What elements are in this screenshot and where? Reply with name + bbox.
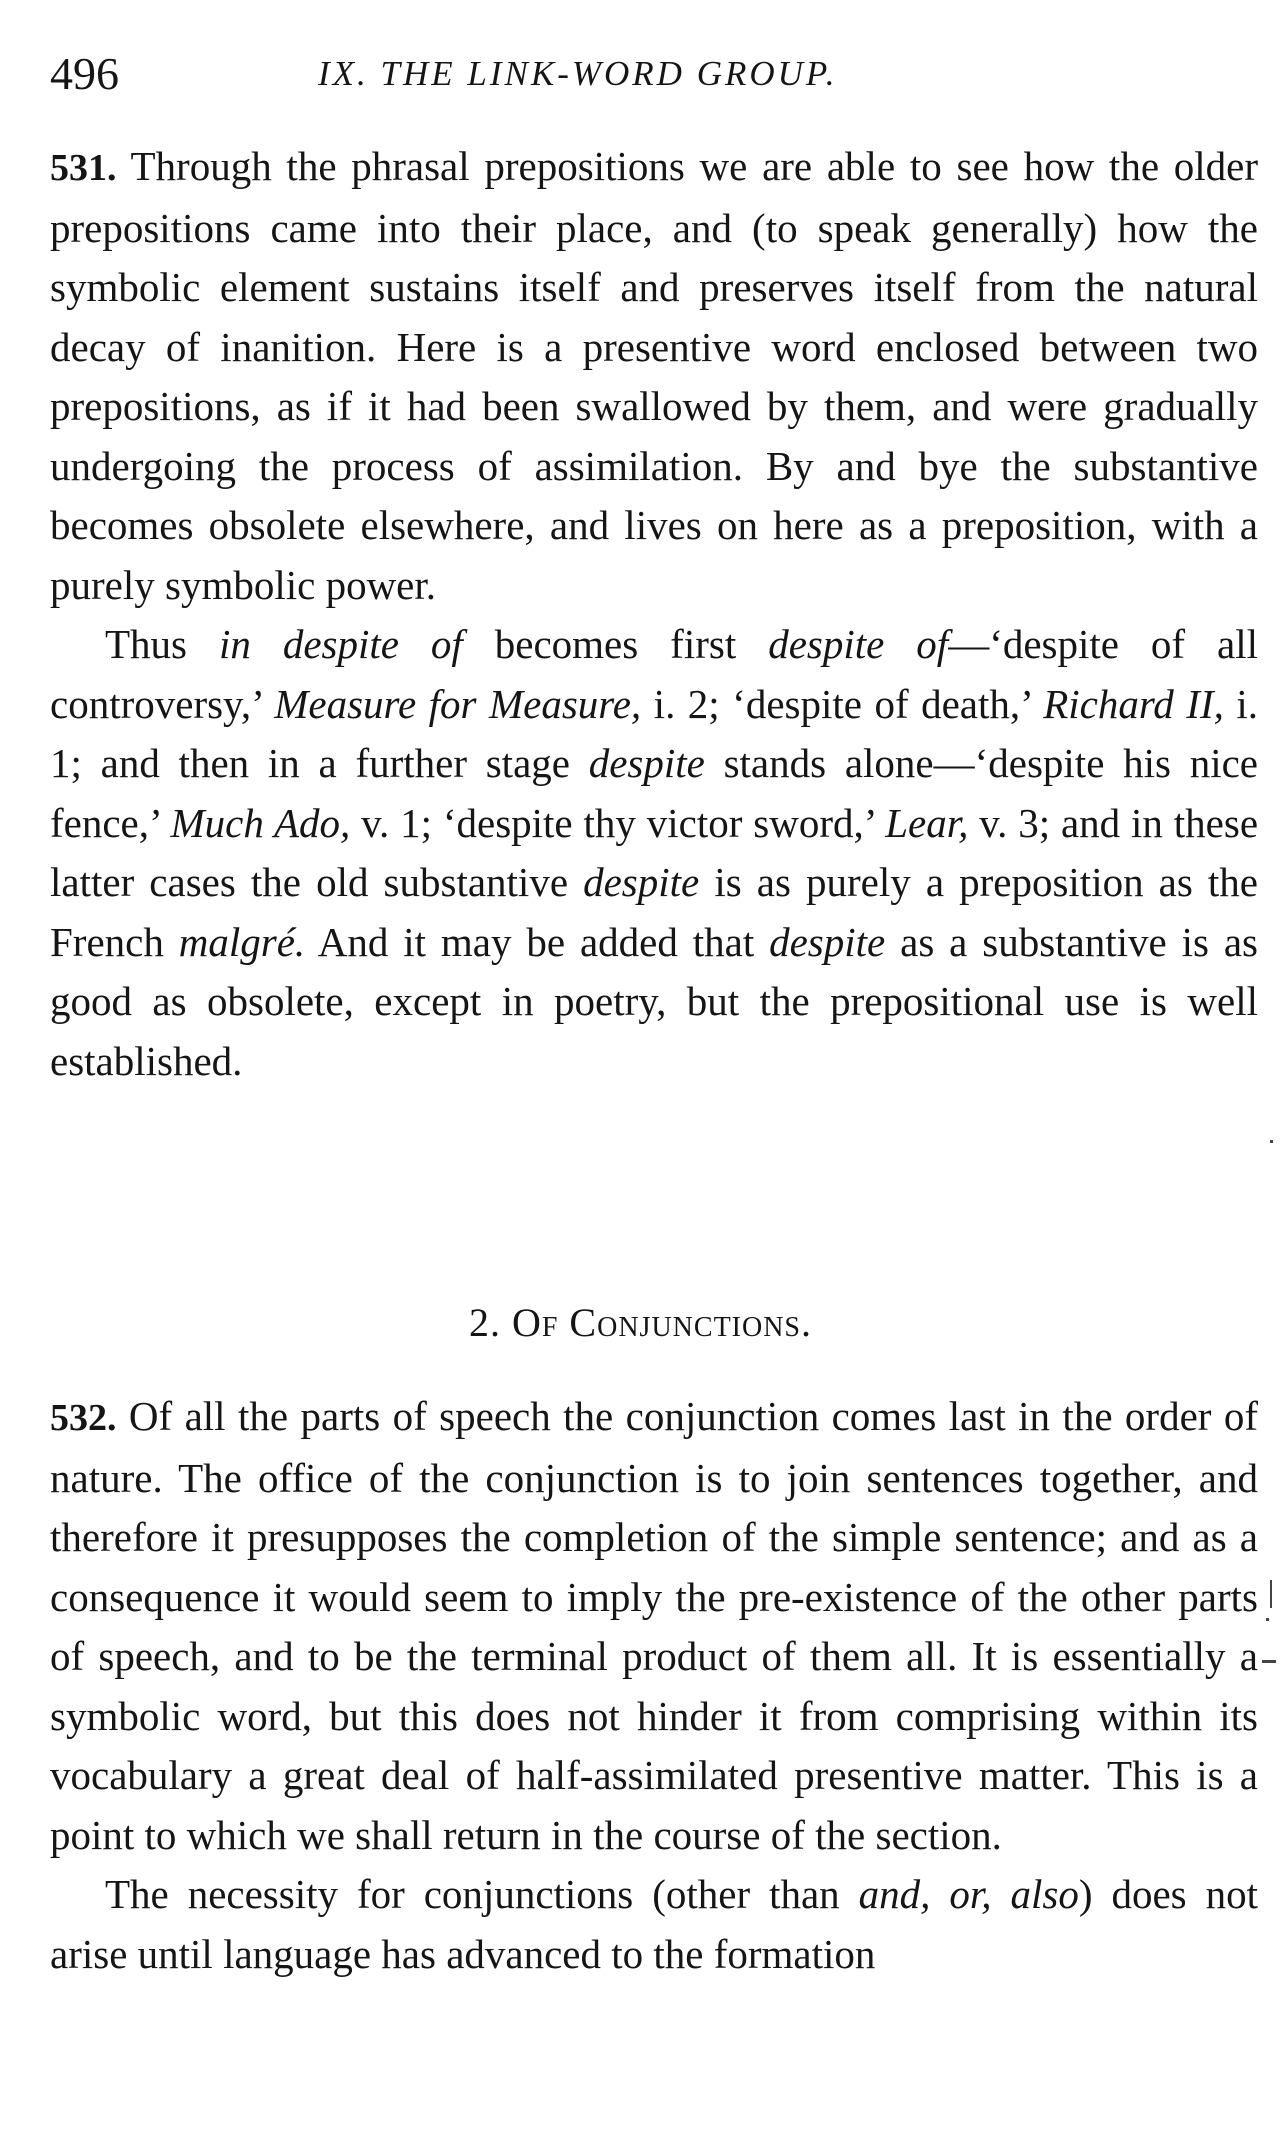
text-run: i. 1; and then in a further stage [50,680,1258,786]
text-run: The necessity for conjunctions (other than [105,1871,859,1917]
print-speck [1262,1660,1276,1663]
print-speck [1270,1140,1273,1143]
paragraph-number: 532. [50,1397,117,1439]
text-run: v. 3; and in these latter cases the old substantive [50,799,1259,905]
paragraph-text: Of all the parts of speech the conjunction comes last in the order of nature. The office of the conjunction is to join sentences together, and therefore it presupposes the completion of the simple sentence; and as a consequence it would seem to imply the pre-existence of the other parts of speech, and to be the terminal product of them all. It is essentially a symbolic word, but this does not hinder it from comprising within its vocabulary a great deal of half-assimilated presentive matter. This is a point to which we shall return in the course of the section. [50,1393,1258,1858]
paragraph-number: 531. [50,147,117,189]
italic-citation: Much Ado, [170,799,351,846]
section-conjunctions [50,1387,1258,1984]
italic-citation: Richard II, [1043,680,1224,727]
italic-phrase: in despite of [218,621,463,667]
text-run: i. 2; ‘despite of death,’ [641,680,1044,727]
paragraph-531 [50,137,1258,615]
text-run: as a substantive is as good as obsolete, except in poetry, but the prepositional use is well established. [50,918,1258,1084]
text-run: And it may be added that [305,918,770,965]
italic-phrase: and, or, also [858,1871,1079,1917]
page-header [50,44,1250,104]
paragraph-text: Through the phrasal prepositions we are able to see how the older prepositions came into their place, and (to speak generally) how the symbolic element sustains itself and preserves itself from the natural decay of inanition. Here is a presentive word enclosed between two prepositions, as if it had been swallowed by them, and were gradually undergoing the process of assimilation. By and bye the substantive becomes obsolete elsewhere, and lives on here as a preposition, with a purely symbolic power. [50,143,1258,608]
italic-phrase: despite [583,859,700,905]
italic-citation: Lear, [885,799,969,846]
section-heading: 2. Of Conjunctions. [468,1300,813,1345]
paragraph-532-continued [50,1865,1258,1984]
text-run: v. 1; ‘despite thy victor sword,’ [350,799,886,846]
text-run: ) does not arise until language has advanced to the formation [50,1871,1258,1977]
text-run: becomes first [462,621,769,667]
italic-phrase: malgré. [178,918,306,965]
page-number: 496 [50,48,119,99]
italic-citation: Measure for Measure, [274,680,642,727]
text-run: —‘despite of all controversy,’ [50,621,1259,727]
running-title: IX. THE LINK-WORD GROUP. [318,54,838,93]
print-speck [1270,1580,1272,1608]
paragraph-532 [50,1387,1258,1865]
paragraph-531-continued [50,615,1258,1091]
italic-phrase: despite [588,740,705,786]
italic-phrase: despite [769,918,886,965]
section-prepositions [50,137,1258,1091]
text-run: is as purely a preposition as the French [50,859,1258,965]
print-speck [1266,1618,1269,1621]
text-run: stands alone—‘despite his nice fence,’ [50,740,1258,846]
italic-phrase: despite of [768,621,949,667]
text-run: Thus [105,621,219,667]
